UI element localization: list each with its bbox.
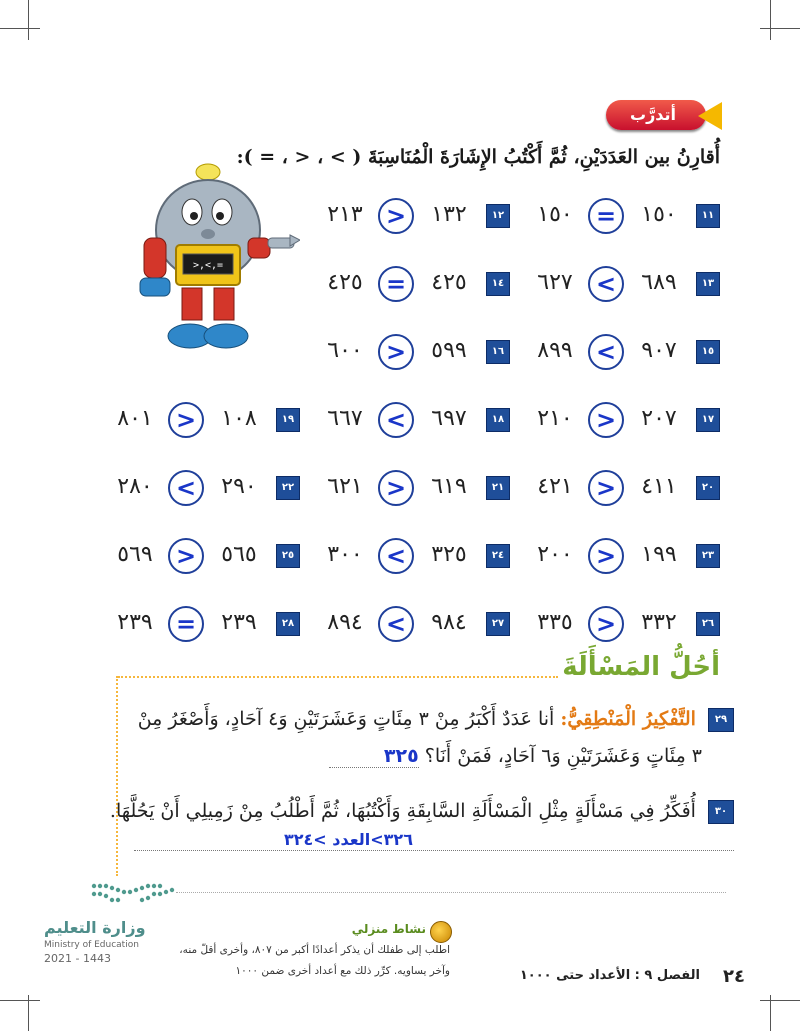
exercise-first-number: ١٠٨: [221, 406, 257, 431]
exercise-item: [500, 538, 720, 574]
problem-29-line1: أنا عَدَدٌ أَكْبَرُ مِنْ ٣ مِئَاتٍ وَعَشَرَتَيْنِ وَ٤ آحَادٍ، وَأَصْغَرُ مِنْ: [137, 708, 555, 730]
exercise-first-number: ٣٢٥: [431, 542, 467, 567]
exercise-second-number: ٦٦٧: [327, 406, 363, 431]
comparison-sign-circle[interactable]: <: [168, 470, 204, 506]
exercise-second-number: ٢٠٠: [537, 542, 573, 567]
exercise-second-number: ١٥٠: [537, 202, 573, 227]
exercise-second-number: ٢٣٩: [117, 610, 153, 635]
section-title: أحُلُّ المَسْأَلَةَ: [562, 652, 720, 682]
exercise-item: [500, 402, 720, 438]
exercise-first-number: ٥٩٩: [431, 338, 467, 363]
exercise-first-number: ٣٣٢: [641, 610, 677, 635]
comparison-sign-circle[interactable]: <: [378, 606, 414, 642]
exercise-first-number: ٢٩٠: [221, 474, 257, 499]
exercise-number-badge: ٢٥: [276, 544, 300, 568]
exercise-item: [290, 538, 510, 574]
exercise-second-number: ٥٦٩: [117, 542, 153, 567]
ministry-name-ar: وزارة التعليم: [44, 918, 146, 937]
robot-screen-text: >,<,=: [192, 260, 224, 271]
exercise-first-number: ٥٦٥: [221, 542, 257, 567]
home-activity-icon: [430, 921, 452, 943]
comparison-sign-circle[interactable]: <: [378, 538, 414, 574]
logical-thinking-label: التَّفْكِيرُ الْمَنْطِقِيُّ:: [560, 708, 696, 730]
exercise-number-badge: ١٧: [696, 408, 720, 432]
exercise-item: [290, 470, 510, 506]
dotted-border: [118, 676, 558, 678]
comparison-sign-circle[interactable]: >: [378, 470, 414, 506]
answer-30: ٣٢٦>العدد >٣٢٤: [284, 830, 413, 849]
dotted-border: [116, 676, 118, 876]
exercise-item: [290, 198, 510, 234]
comparison-sign-circle[interactable]: >: [378, 334, 414, 370]
exercise-second-number: ٦٢١: [327, 474, 363, 499]
exercise-item: [290, 334, 510, 370]
exercise-number-badge: ١٨: [486, 408, 510, 432]
comparison-sign-circle[interactable]: <: [378, 402, 414, 438]
home-activity-line2: وآخر يساويه. كرِّر ذلك مع أعداد أخرى ضمن ١٠٠٠: [235, 965, 450, 977]
exercise-item: [500, 470, 720, 506]
exercise-second-number: ٣٠٠: [327, 542, 363, 567]
exercise-first-number: ٩٨٤: [431, 610, 467, 635]
exercise-second-number: ٤٢١: [537, 474, 573, 499]
answer-line: [329, 745, 419, 768]
comparison-sign-circle[interactable]: >: [588, 470, 624, 506]
exercise-second-number: ٨٩٩: [537, 338, 573, 363]
ministry-name-en: Ministry of Education: [44, 940, 139, 950]
exercise-item: [290, 402, 510, 438]
ministry-year: 2021 - 1443: [44, 952, 111, 965]
exercise-number-badge: ٢١: [486, 476, 510, 500]
exercise-item: [500, 606, 720, 642]
comparison-sign-circle[interactable]: >: [588, 606, 624, 642]
home-activity-title: نشاط منزلي: [351, 922, 426, 936]
problem-30-answer-row: [134, 832, 734, 851]
exercise-item: [290, 606, 510, 642]
exercise-number-badge: ٢٧: [486, 612, 510, 636]
exercise-first-number: ٤٢٥: [431, 270, 467, 295]
robot-illustration: [130, 150, 300, 355]
exercise-number-badge: ٢٦: [696, 612, 720, 636]
instruction-text: أُقارِنُ بين العَدَدَيْنِ، ثُمَّ أَكْتُبُ الإِشَارَةَ الْمُنَاسِبَةَ ( > ، < ، = ):: [236, 146, 720, 168]
home-activity-line1: اطلب إلى طفلك أن يذكر أعدادًا أكبر من ٨٠٧، وأخرى أقلّ منه،: [179, 944, 450, 956]
exercise-first-number: ١٥٠: [641, 202, 677, 227]
exercise-number-badge: ١٢: [486, 204, 510, 228]
practice-badge: [606, 98, 722, 134]
exercise-number-badge: ١٦: [486, 340, 510, 364]
exercise-second-number: ٦٢٧: [537, 270, 573, 295]
exercise-item: [80, 470, 300, 506]
crop-mark: [28, 0, 29, 40]
exercise-second-number: ٣٣٥: [537, 610, 573, 635]
exercise-second-number: ٨٠١: [117, 406, 153, 431]
chapter-title: الفصل ٩ : الأعداد حتى ١٠٠٠: [519, 968, 700, 983]
comparison-sign-circle[interactable]: =: [588, 198, 624, 234]
exercise-second-number: ٢١٠: [537, 406, 573, 431]
exercise-first-number: ١٩٩: [641, 542, 677, 567]
crop-mark: [770, 0, 771, 40]
exercise-first-number: ٦٩٧: [431, 406, 467, 431]
exercise-number-badge: ١٩: [276, 408, 300, 432]
exercise-item: [290, 266, 510, 302]
exercise-item: [80, 606, 300, 642]
dotted-border: [176, 892, 726, 893]
comparison-sign-circle[interactable]: >: [588, 402, 624, 438]
exercise-number-badge: ١٣: [696, 272, 720, 296]
exercise-item: [80, 538, 300, 574]
exercise-first-number: ٦١٩: [431, 474, 467, 499]
exercise-number-badge: ٢٠: [696, 476, 720, 500]
page-number: ٢٤: [723, 966, 745, 987]
exercise-number-badge: ٢٢: [276, 476, 300, 500]
exercise-second-number: ٨٩٤: [327, 610, 363, 635]
exercise-item: [500, 334, 720, 370]
exercise-first-number: ٦٨٩: [641, 270, 677, 295]
exercise-number-badge: ٢٨: [276, 612, 300, 636]
comparison-sign-circle[interactable]: >: [378, 198, 414, 234]
answer-29: ٣٢٥: [383, 745, 419, 767]
badge-pill: [606, 100, 706, 130]
comparison-sign-circle[interactable]: <: [588, 266, 624, 302]
exercise-item: [80, 402, 300, 438]
problem-29-line2: ٣ مِئَاتٍ وَعَشَرَتَيْنِ وَ٦ آحَادٍ، فَمَنْ أَنَا؟: [424, 745, 702, 767]
crop-mark: [760, 1000, 800, 1001]
comparison-sign-circle[interactable]: >: [168, 402, 204, 438]
problem-number-badge: ٣٠: [708, 800, 734, 824]
exercise-number-badge: ١١: [696, 204, 720, 228]
exercise-item: [500, 266, 720, 302]
exercise-item: [500, 198, 720, 234]
comparison-sign-circle[interactable]: =: [168, 606, 204, 642]
exercise-number-badge: ١٥: [696, 340, 720, 364]
problem-30: [94, 800, 734, 824]
ministry-logo-icon: [88, 880, 178, 906]
crop-mark: [760, 28, 800, 29]
crop-mark: [0, 1000, 40, 1001]
exercise-first-number: ٢٠٧: [641, 406, 677, 431]
crop-mark: [0, 28, 40, 29]
exercise-second-number: ٤٢٥: [327, 270, 363, 295]
problem-number-badge: ٢٩: [708, 708, 734, 732]
problem-29-line2-row: [92, 745, 702, 768]
exercise-first-number: ٤١١: [641, 474, 677, 499]
exercise-first-number: ٩٠٧: [641, 338, 677, 363]
exercise-first-number: ٢٣٩: [221, 610, 257, 635]
problem-30-text: أُفَكِّرُ فِي مَسْأَلَةٍ مِثْلِ الْمَسْأَلَةِ السَّابِقَةِ وَأَكْتُبُهَا، ثُمَّ أَطْلُبُ مِنْ زَمِيلِي أَنْ يَحُلَّهَا.: [109, 800, 696, 822]
comparison-sign-circle[interactable]: >: [588, 538, 624, 574]
comparison-sign-circle[interactable]: >: [168, 538, 204, 574]
badge-arrow-icon: [698, 102, 722, 130]
exercise-number-badge: ٢٣: [696, 544, 720, 568]
problem-29: [94, 708, 734, 732]
comparison-sign-circle[interactable]: =: [378, 266, 414, 302]
badge-label: أتدرَّب: [629, 105, 677, 124]
exercise-second-number: ٢٨٠: [117, 474, 153, 499]
exercise-number-badge: ٢٤: [486, 544, 510, 568]
exercise-number-badge: ١٤: [486, 272, 510, 296]
exercise-second-number: ٢١٣: [327, 202, 363, 227]
exercise-second-number: ٦٠٠: [327, 338, 363, 363]
exercise-first-number: ١٣٢: [431, 202, 467, 227]
comparison-sign-circle[interactable]: <: [588, 334, 624, 370]
